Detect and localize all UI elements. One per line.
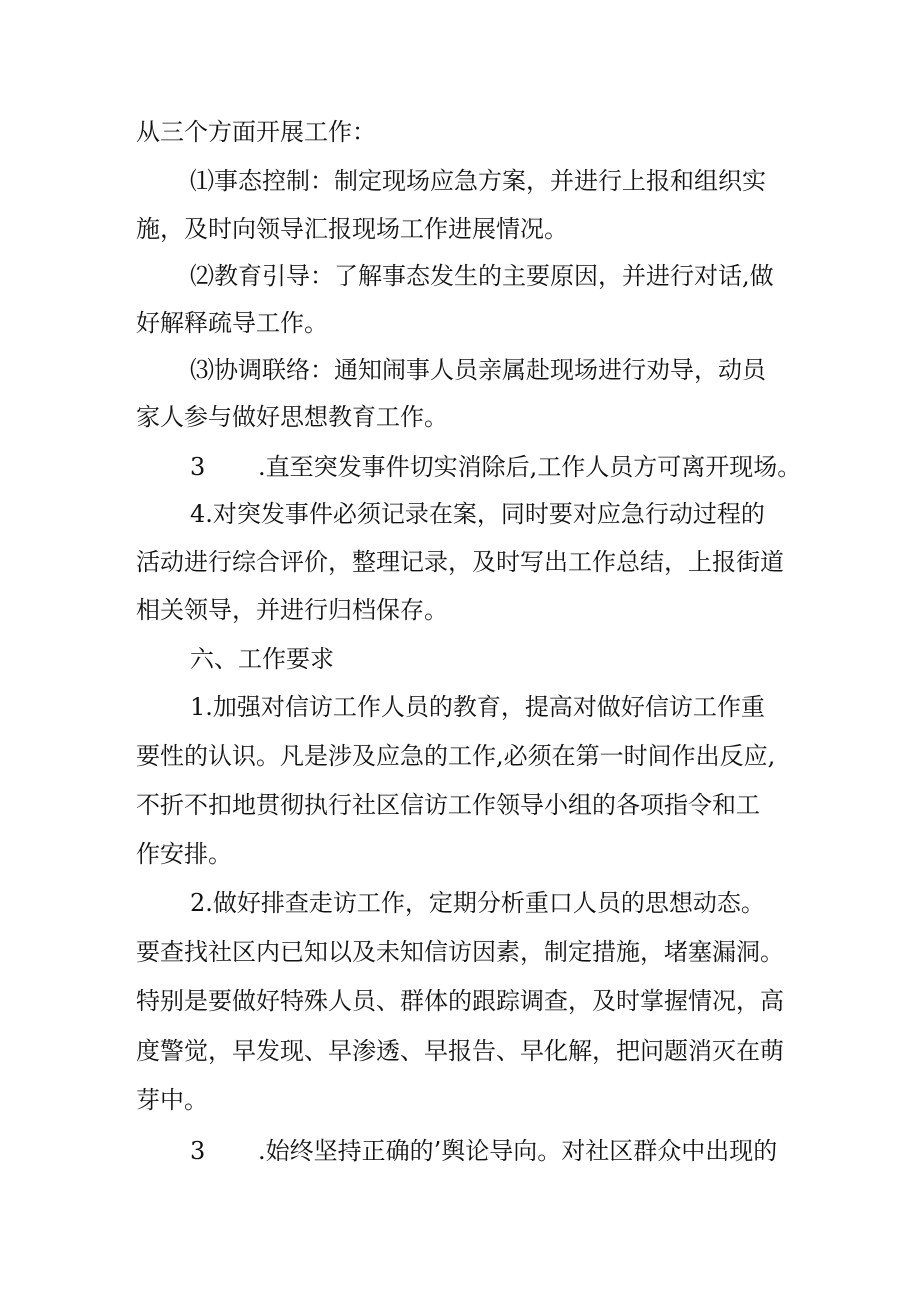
text-line-1: 从三个方面开展工作： <box>136 118 376 146</box>
text-line-19: 特别是要做好特殊人员、群体的跟踪调查，及时掌握情况，高 <box>136 987 784 1015</box>
text-line-16: 作安排。 <box>136 840 232 868</box>
item-number: 3 <box>190 453 206 481</box>
text-line-18: 要查找社区内已知以及未知信访因素，制定措施，堵塞漏洞。 <box>136 938 784 966</box>
text-line-10: 活动进行综合评价，整理记录，及时写出工作总结，上报街道 <box>136 548 784 576</box>
text-line-9: 4.对突发事件必须记录在案，同时要对应急行动过程的 <box>190 500 765 528</box>
text-line-22 <box>190 1134 777 1168</box>
text-line-2: ⑴事态控制：制定现场应急方案，并进行上报和组织实 <box>190 167 766 195</box>
text-line-14: 要性的认识。凡是涉及应急的工作,必须在第一时间作出反应, <box>136 742 776 770</box>
text-line-15: 不折不扣地贯彻执行社区信访工作领导小组的各项指令和工 <box>136 791 760 819</box>
text-line-8 <box>190 450 801 484</box>
text-line-4: ⑵教育引导：了解事态发生的主要原因，并进行对话,做 <box>190 262 774 290</box>
section-heading: 六、工作要求 <box>190 645 334 673</box>
text-line-3: 施，及时向领导汇报现场工作进展情况。 <box>136 215 568 243</box>
text-line-7: 家人参与做好思想教育工作。 <box>136 403 448 431</box>
text-line-6: ⑶协调联络：通知闹事人员亲属赴现场进行劝导，动员 <box>190 356 766 384</box>
item-text: .始终坚持正确的’舆论导向。对社区群众中出现的 <box>258 1137 778 1165</box>
text-line-11: 相关领导，并进行归档保存。 <box>136 596 448 624</box>
item-number: 3 <box>190 1137 206 1165</box>
text-line-20: 度警觉，早发现、早渗透、早报告、早化解，把问题消灭在萌 <box>136 1037 784 1065</box>
text-line-21: 芽中。 <box>136 1086 208 1114</box>
text-line-13: 1.加强对信访工作人员的教育，提高对做好信访工作重 <box>190 693 765 721</box>
item-text: .直至突发事件切实消除后,工作人员方可离开现场。 <box>258 453 802 481</box>
text-line-5: 好解释疏导工作。 <box>136 309 328 337</box>
text-line-17: 2.做好排查走访工作，定期分析重口人员的思想动态。 <box>190 889 765 917</box>
